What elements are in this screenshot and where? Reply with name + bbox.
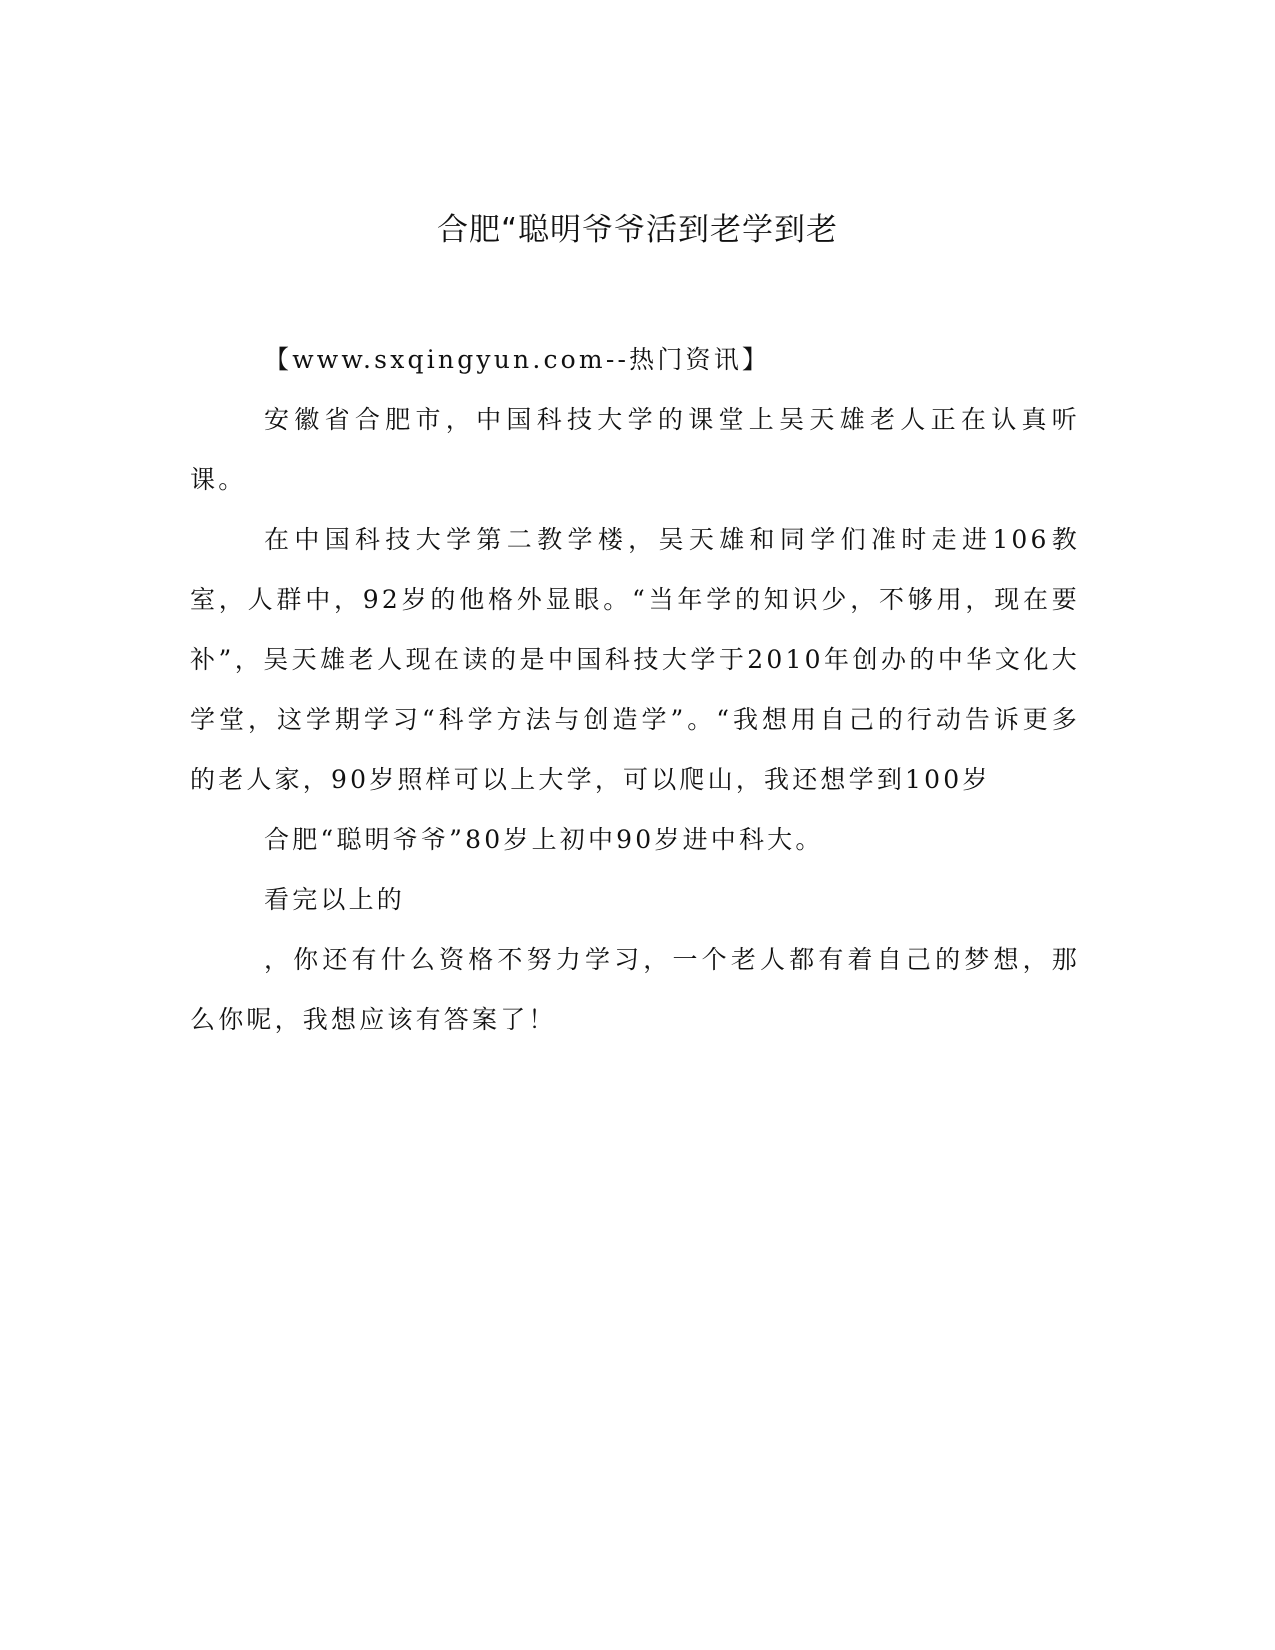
paragraph-intro: 安徽省合肥市，中国科技大学的课堂上吴天雄老人正在认真听课。 — [190, 405, 1080, 494]
paragraph-conclusion: ，你还有什么资格不努力学习，一个老人都有着自己的梦想，那么你呢，我想应该有答案了！ — [190, 945, 1080, 1034]
source-tag-paragraph: 【www.sxqingyun.com--热门资讯】 — [264, 345, 771, 374]
document-title: 合肥“聪明爷爷活到老学到老 — [436, 212, 839, 248]
paragraph-after-reading: 看完以上的 — [264, 885, 406, 914]
paragraph-main: 在中国科技大学第二教学楼，吴天雄和同学们准时走进106教室，人群中，92岁的他格外显眼。“当年学的知识少，不够用，现在要补”，吴天雄老人现在读的是中国科技大学于2010年创办的中华文化大学堂，这学期学习“科学方法与创造学”。“我想用自己的行动告诉更多的老人家，90岁照样可以上大学，可以爬山，我还想学到100岁 — [190, 525, 1080, 794]
document-body — [190, 330, 1080, 1050]
paragraph-headline: 合肥“聪明爷爷”80岁上初中90岁进中科大。 — [264, 825, 824, 854]
